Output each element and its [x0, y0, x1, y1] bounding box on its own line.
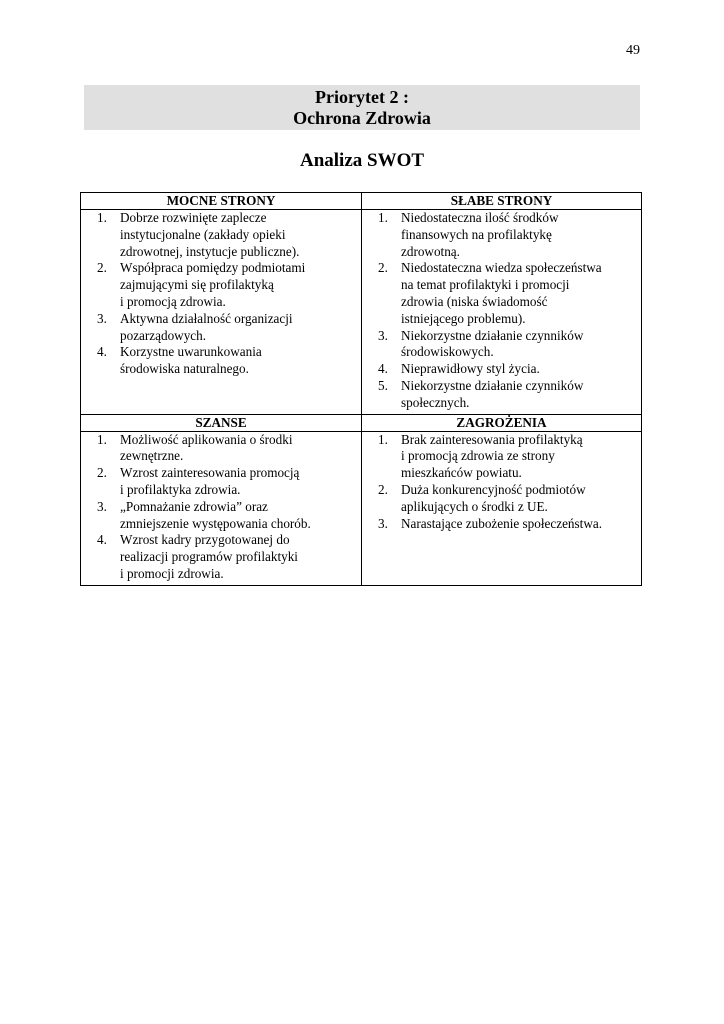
list-item-text-line: na temat profilaktyki i promocji — [401, 277, 570, 293]
list-item-number: 2. — [378, 481, 388, 497]
list-item — [362, 361, 641, 378]
list-item-number: 3. — [97, 310, 107, 326]
list-item-number: 3. — [378, 515, 388, 531]
list-item-text-line: i profilaktyka zdrowia. — [120, 481, 241, 497]
list-item-text-line: Brak zainteresowania profilaktyką — [401, 431, 583, 447]
list-item-text-line: i promocją zdrowia ze strony — [401, 448, 555, 464]
list-item-text-line: Korzystne uwarunkowania — [120, 344, 262, 360]
list-item-text-line: Niedostateczna wiedza społeczeństwa — [401, 260, 602, 276]
list-item-text-line: i promocji zdrowia. — [120, 565, 224, 581]
list-item — [362, 210, 641, 260]
list-item-text-line: zmniejszenie występowania chorób. — [120, 515, 311, 531]
list-item-number: 4. — [97, 532, 107, 548]
priority-name: Ochrona Zdrowia — [293, 108, 431, 128]
list-item-text-line: Niedostateczna ilość środków — [401, 210, 559, 225]
threats-list — [362, 432, 641, 535]
list-item-number: 2. — [97, 465, 107, 481]
list-item-text-line: zdrowotnej, instytucje publiczne). — [120, 243, 300, 259]
list-item — [81, 432, 361, 466]
list-item-text-line: i promocją zdrowia. — [120, 293, 226, 309]
list-item — [81, 499, 361, 533]
list-item-text-line: społecznych. — [401, 394, 470, 410]
list-item-text-line: Możliwość aplikowania o środki — [120, 431, 293, 447]
list-item-text-line: „Pomnażanie zdrowia” oraz — [120, 498, 268, 514]
list-item-text-line: instytucjonalne (zakłady opieki — [120, 226, 286, 242]
list-item — [362, 328, 641, 362]
list-item — [362, 260, 641, 327]
list-item-text-line: Współpraca pomiędzy podmiotami — [120, 260, 306, 276]
list-item — [81, 210, 361, 260]
list-item-text-line: zewnętrzne. — [120, 448, 184, 464]
strengths-list — [81, 210, 361, 380]
threats-cell — [362, 431, 642, 585]
opportunities-list — [81, 432, 361, 585]
list-item-number: 1. — [378, 210, 388, 225]
list-item-text-line: realizacji programów profilaktyki — [120, 549, 298, 565]
list-item-text-line: środowiska naturalnego. — [120, 361, 249, 377]
opportunities-heading: SZANSE — [81, 414, 362, 431]
list-item — [362, 378, 641, 412]
list-item-text-line: Dobrze rozwinięte zaplecze — [120, 210, 267, 225]
list-item-number: 2. — [97, 260, 107, 276]
priority-number: Priorytet 2 : — [315, 87, 409, 107]
threats-heading: ZAGROŻENIA — [362, 414, 642, 431]
list-item-number: 1. — [97, 210, 107, 225]
list-item — [81, 532, 361, 582]
list-item — [362, 516, 641, 533]
list-item-text-line: mieszkańców powiatu. — [401, 465, 522, 481]
list-item-text-line: Niekorzystne działanie czynników — [401, 327, 584, 343]
list-item-text-line: Nieprawidłowy styl życia. — [401, 361, 540, 377]
list-item-number: 3. — [378, 327, 388, 343]
priority-header — [84, 85, 640, 130]
list-item-text-line: istniejącego problemu). — [401, 310, 526, 326]
list-item-number: 5. — [378, 377, 388, 393]
list-item — [81, 311, 361, 345]
list-item-text-line: pozarządowych. — [120, 327, 207, 343]
list-item-number: 4. — [378, 361, 388, 377]
weaknesses-heading: SŁABE STRONY — [362, 193, 642, 210]
list-item-number: 4. — [97, 344, 107, 360]
list-item-number: 2. — [378, 260, 388, 276]
list-item — [362, 432, 641, 482]
list-item-text-line: Aktywna działalność organizacji — [120, 310, 293, 326]
list-item — [362, 482, 641, 516]
list-item-number: 1. — [97, 431, 107, 447]
list-item-text-line: Narastające zubożenie społeczeństwa. — [401, 515, 602, 531]
swot-table — [80, 192, 642, 586]
list-item — [81, 344, 361, 378]
list-item — [81, 260, 361, 310]
strengths-heading: MOCNE STRONY — [81, 193, 362, 210]
strengths-cell — [81, 210, 362, 415]
opportunities-cell — [81, 431, 362, 585]
list-item-text-line: Wzrost zainteresowania promocją — [120, 465, 300, 481]
list-item-text-line: finansowych na profilaktykę — [401, 226, 552, 242]
weaknesses-cell — [362, 210, 642, 415]
weaknesses-list — [362, 210, 641, 414]
list-item-text-line: środowiskowych. — [401, 344, 494, 360]
swot-title: Analiza SWOT — [299, 150, 425, 171]
list-item-text-line: zdrowotną. — [401, 243, 460, 259]
list-item — [81, 465, 361, 499]
page-number: 49 — [626, 43, 640, 58]
list-item-text-line: zdrowia (niska świadomość — [401, 293, 548, 309]
list-item-text-line: Duża konkurencyjność podmiotów — [401, 481, 586, 497]
list-item-text-line: aplikujących o środki z UE. — [401, 498, 548, 514]
list-item-number: 3. — [97, 498, 107, 514]
list-item-text-line: zajmującymi się profilaktyką — [120, 277, 274, 293]
list-item-number: 1. — [378, 431, 388, 447]
list-item-text-line: Wzrost kadry przygotowanej do — [120, 532, 290, 548]
list-item-text-line: Niekorzystne działanie czynników — [401, 377, 584, 393]
